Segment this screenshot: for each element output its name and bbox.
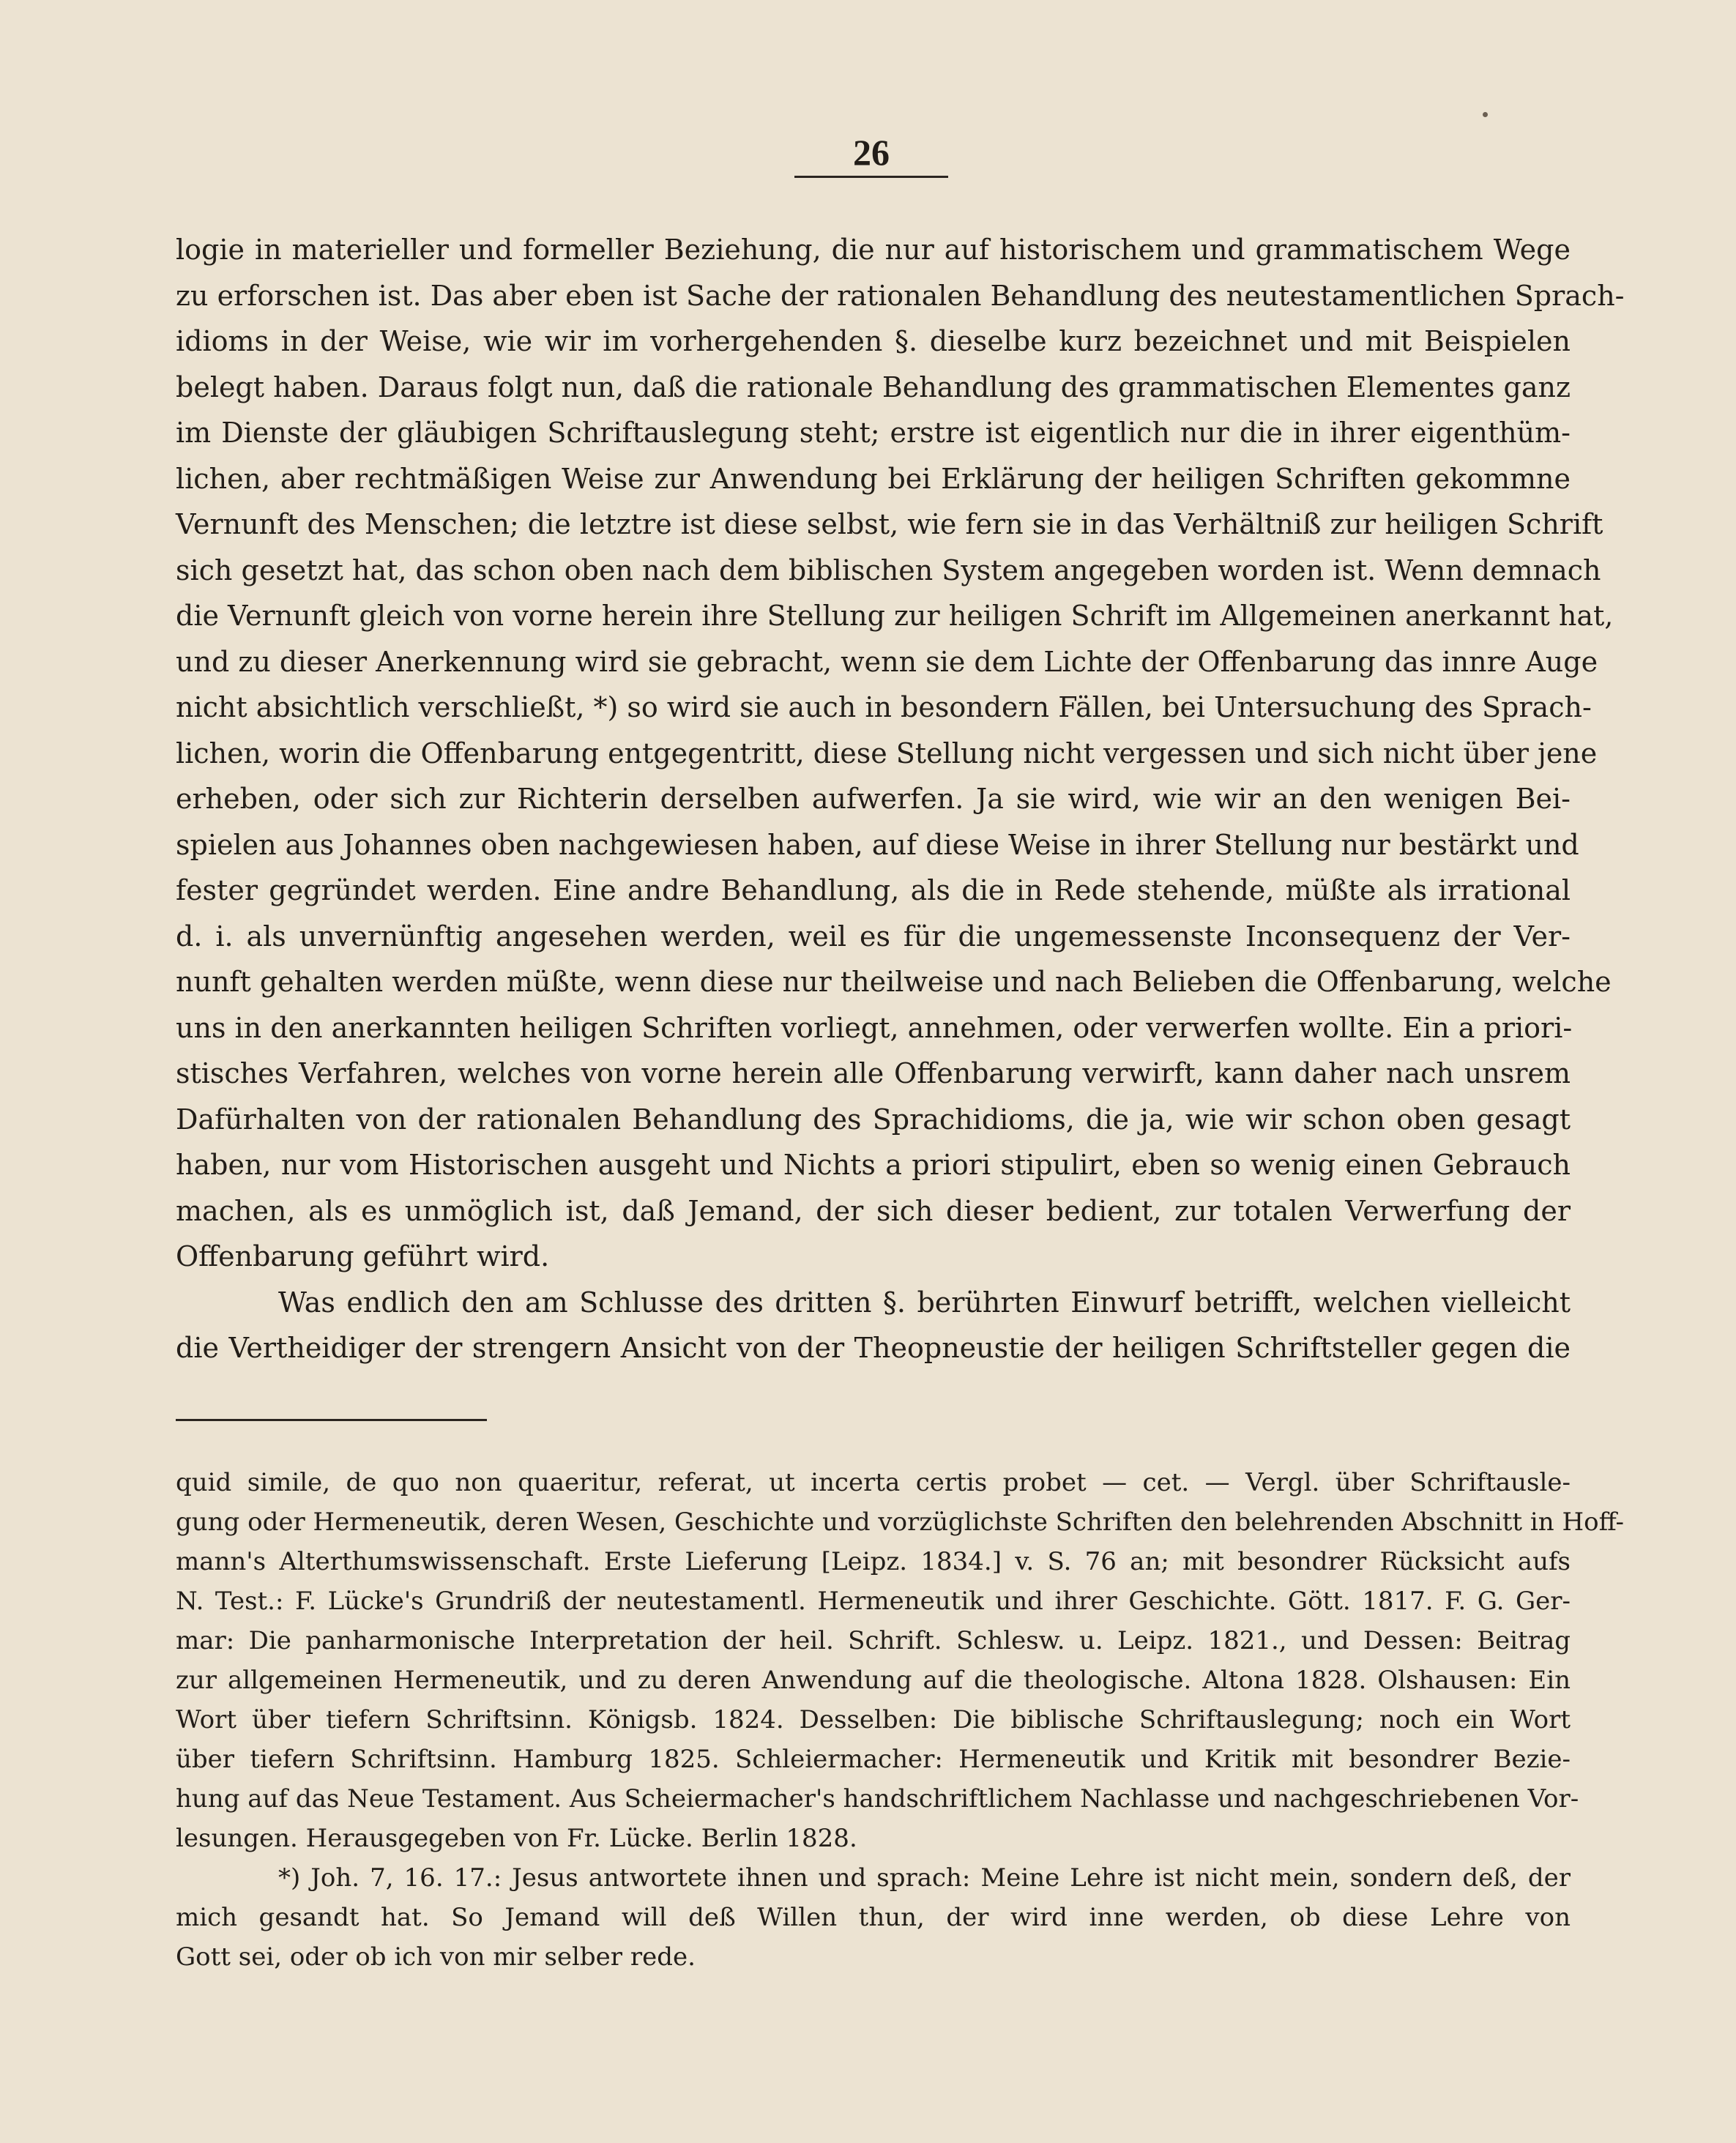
footnote-line: zur allgemeinen Hermeneutik, und zu deren Anwendung auf die theologische. Altona 1828. Olshausen: Ein [176, 1666, 1571, 1695]
text-line: erheben, oder sich zur Richterin derselben aufwerfen. Ja sie wird, wie wir an den wenigen Bei- [176, 783, 1571, 815]
page-number: 26 [853, 132, 890, 173]
footnote-star-line: Gott sei, oder ob ich von mir selber rede. [176, 1942, 696, 1972]
main-text [176, 227, 1625, 1371]
text-line: zu erforschen ist. Das aber eben ist Sache der rationalen Behandlung des neutestamentlichen Sprach- [176, 279, 1625, 312]
text-line: logie in materieller und formeller Beziehung, die nur auf historischem und grammatischem Wege [176, 234, 1571, 266]
text-line: spielen aus Johannes oben nachgewiesen haben, auf diese Weise in ihrer Stellung nur bestärkt und [176, 828, 1579, 861]
footnote-line: Wort über tiefern Schriftsinn. Königsb. 1824. Desselben: Die biblische Schriftauslegung; noch ein Wort [176, 1705, 1571, 1734]
header-rule [794, 176, 948, 178]
text-line: idioms in der Weise, wie wir im vorhergehenden §. dieselbe kurz bezeichnet und mit Beispielen [176, 325, 1571, 357]
footnote-rule [176, 1419, 487, 1421]
footnote-line: mar: Die panharmonische Interpretation der heil. Schrift. Schlesw. u. Leipz. 1821., und Dessen: Beitrag [176, 1626, 1571, 1655]
text-line: stisches Verfahren, welches von vorne herein alle Offenbarung verwirft, kann daher nach unsrem [176, 1057, 1571, 1089]
footnote-star-line: *) Joh. 7, 16. 17.: Jesus antwortete ihnen und sprach: Meine Lehre ist nicht mein, sondern deß, der [278, 1863, 1571, 1893]
text-line: und zu dieser Anerkennung wird sie gebracht, wenn sie dem Lichte der Offenbarung das innre Auge [176, 645, 1598, 678]
text-line: Vernunft des Menschen; die letztre ist diese selbst, wie fern sie in das Verhältniß zur heiligen Schrift [176, 508, 1603, 540]
text-line: die Vernunft gleich von vorne herein ihre Stellung zur heiligen Schrift im Allgemeinen anerkannt hat, [176, 600, 1614, 632]
text-line: d. i. als unvernünftig angesehen werden, weil es für die ungemessenste Inconsequenz der Ver- [176, 920, 1571, 953]
footnote-line: mann's Alterthumswissenschaft. Erste Lieferung [Leipz. 1834.] v. S. 76 an; mit besondrer Rücksicht aufs [176, 1547, 1571, 1576]
footnote-line: lesungen. Herausgegeben von Fr. Lücke. Berlin 1828. [176, 1824, 857, 1853]
text-line: belegt haben. Daraus folgt nun, daß die rationale Behandlung des grammatischen Elementes ganz [176, 370, 1571, 403]
footnote-line: N. Test.: F. Lücke's Grundriß der neutestamentl. Hermeneutik und ihrer Geschichte. Gött. 1817. F. G. Ger- [176, 1587, 1571, 1616]
text-line: lichen, worin die Offenbarung entgegentritt, diese Stellung nicht vergessen und sich nicht über jene [176, 737, 1598, 769]
footnote-line: über tiefern Schriftsinn. Hamburg 1825. Schleiermacher: Hermeneutik und Kritik mit besondrer Bezie- [176, 1745, 1571, 1774]
text-line: im Dienste der gläubigen Schriftauslegung steht; erstre ist eigentlich nur die in ihrer eigenthüm- [176, 417, 1571, 449]
footnotes [176, 1463, 1625, 1977]
footnote-line: hung auf das Neue Testament. Aus Scheiermacher's handschriftlichem Nachlasse und nachgeschriebenen Vor- [176, 1784, 1579, 1814]
text-line: sich gesetzt hat, das schon oben nach dem biblischen System angegeben worden ist. Wenn demnach [176, 554, 1601, 586]
text-line: nicht absichtlich verschließt, *) so wird sie auch in besondern Fällen, bei Untersuchung des Sprach- [176, 691, 1592, 723]
text-line: fester gegründet werden. Eine andre Behandlung, als die in Rede stehende, müßte als irrational [176, 874, 1571, 906]
ink-speck [1483, 112, 1488, 117]
footnote-line: gung oder Hermeneutik, deren Wesen, Geschichte und vorzüglichste Schriften den belehrenden Abschnitt in Hoff- [176, 1507, 1625, 1537]
text-line: lichen, aber rechtmäßigen Weise zur Anwendung bei Erklärung der heiligen Schriften gekommne [176, 462, 1571, 495]
text-line: machen, als es unmöglich ist, daß Jemand, der sich dieser bedient, zur totalen Verwerfung der [176, 1194, 1571, 1227]
text-line: uns in den anerkannten heiligen Schriften vorliegt, annehmen, oder verwerfen wollte. Ein a priori- [176, 1011, 1573, 1044]
text-line: Was endlich den am Schlusse des dritten §. berührten Einwurf betrifft, welchen vielleicht [278, 1286, 1571, 1319]
footnote-star-line: mich gesandt hat. So Jemand will deß Willen thun, der wird inne werden, ob diese Lehre von [176, 1903, 1571, 1932]
footnote-line: quid simile, de quo non quaeritur, referat, ut incerta certis probet — cet. — Vergl. über Schriftausle- [176, 1468, 1571, 1497]
text-line: nunft gehalten werden müßte, wenn diese nur theilweise und nach Belieben die Offenbarung, welche [176, 966, 1612, 998]
text-line: die Vertheidiger der strengern Ansicht von der Theopneustie der heiligen Schriftsteller gegen die [176, 1332, 1571, 1364]
text-line: haben, nur vom Historischen ausgeht und Nichts a priori stipulirt, eben so wenig einen Gebrauch [176, 1149, 1571, 1181]
text-line: Dafürhalten von der rationalen Behandlung des Sprachidioms, die ja, wie wir schon oben gesagt [176, 1103, 1571, 1136]
text-line: Offenbarung geführt wird. [176, 1240, 550, 1272]
